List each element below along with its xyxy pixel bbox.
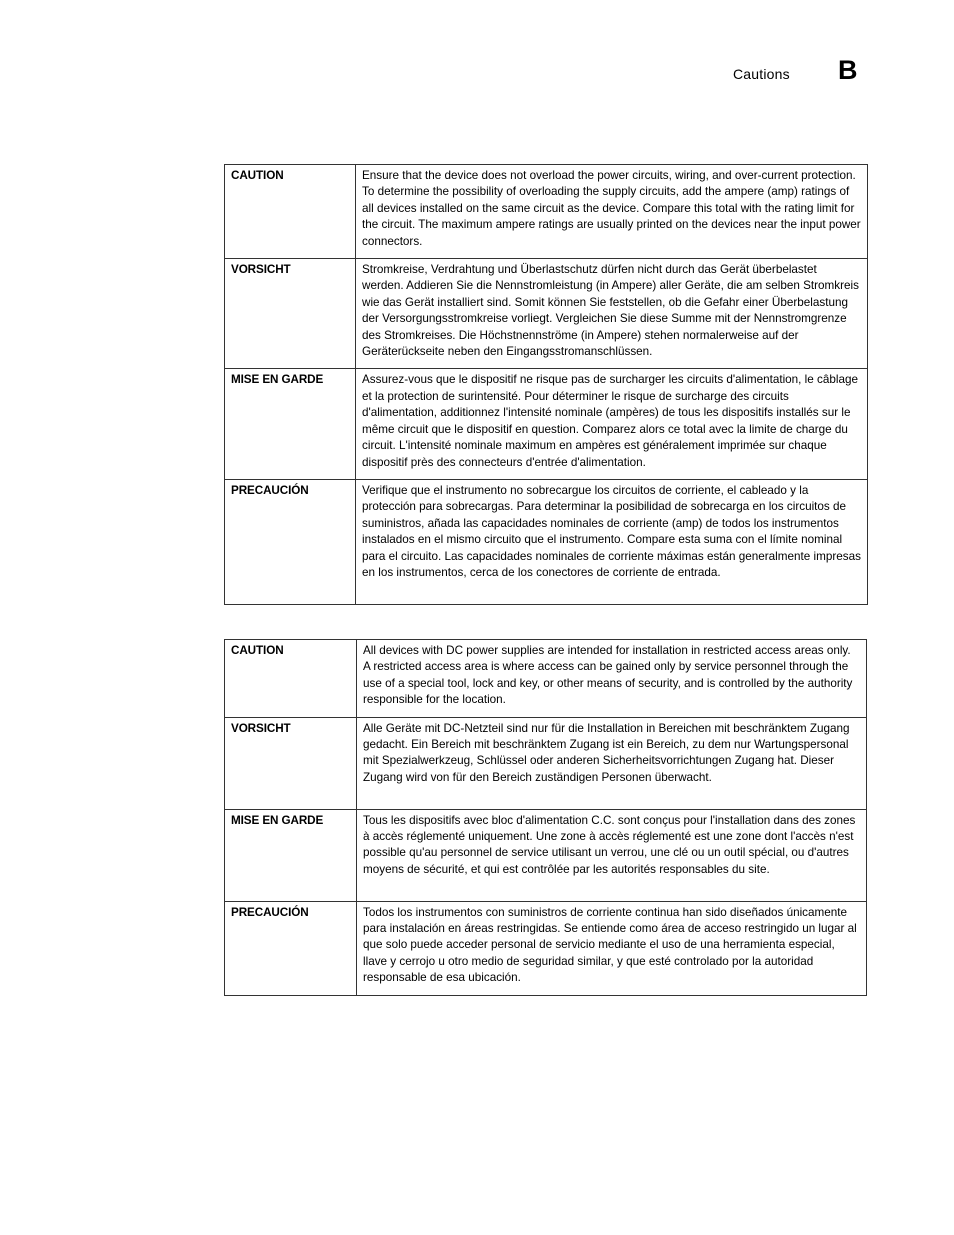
table-row	[225, 259, 868, 369]
caution-label-spanish: PRECAUCIÓN	[225, 901, 357, 995]
caution-label-french: MISE EN GARDE	[225, 809, 357, 901]
caution-text-french: Tous les dispositifs avec bloc d'alimentation C.C. sont conçus pour l'installation dans des zones à accès réglementé uniquement. Une zone à accès réglementé est une zone dont l'accès n'est possible qu'au personnel de service utilisant un verrou, une clé ou un outil spécial, ou d'autres moyens de sécurité, et qui est contrôlée par les autorités responsables du site.	[357, 809, 867, 901]
caution-text-english: All devices with DC power supplies are intended for installation in restricted access areas only. A restricted access area is where access can be gained only by service personnel through the use of a special tool, lock and key, or other means of security, and is controlled by the authority responsible for the location.	[357, 640, 867, 718]
caution-text-spanish: Todos los instrumentos con suministros de corriente continua han sido diseñados únicamente para instalación en áreas restringidas. Se entiende como área de acceso restringido un lugar al que solo puede acceder personal de servicio mediante el uso de una herramienta especial, llave y cerrojo u otro medio de seguridad similar, y que esté controlado por la autoridad responsable de esa ubicación.	[357, 901, 867, 995]
table-row	[225, 809, 867, 901]
appendix-letter: B	[838, 55, 858, 85]
caution-label-spanish: PRECAUCIÓN	[225, 479, 356, 604]
power-overload-caution-table	[224, 164, 868, 605]
page-header	[700, 55, 870, 88]
dc-power-restricted-access-caution-table	[224, 639, 867, 996]
table-row	[225, 479, 868, 604]
caution-text-english: Ensure that the device does not overload the power circuits, wiring, and over-current protection. To determine the possibility of overloading the supply circuits, add the ampere (amp) ratings of all devices installed on the same circuit as the device. Compare this total with the rating limit for the circuit. The maximum ampere ratings are usually printed on the devices near the input power connectors.	[356, 165, 868, 259]
table-row	[225, 717, 867, 809]
caution-text-french: Assurez-vous que le dispositif ne risque pas de surcharger les circuits d'alimentation, le câblage et la protection de surintensité. Pour déterminer le risque de surcharge des circuits d'alimentation, additionnez l'intensité nominale (ampères) de tous les dispositifs installés sur le même circuit que le dispositif en question. Comparez alors ce total avec la limite de charge du circuit. L'intensité nominale maximum en ampères est généralement imprimée sur chaque dispositif près des connecteurs d'entrée d'alimentation.	[356, 369, 868, 479]
table-row	[225, 165, 868, 259]
caution-text-german: Alle Geräte mit DC-Netzteil sind nur für die Installation in Bereichen mit beschränktem Zugang gedacht. Ein Bereich mit beschränktem Zugang ist ein Bereich, zu dem nur Wartungspersonal mit Spezialwerkzeug, Schlüssel oder anderen Sicherheitsvorrichtungen Zugang hat. Dieser Zugang wird von für den Bereich zuständigen Personen überwacht.	[357, 717, 867, 809]
caution-label-english: CAUTION	[225, 640, 357, 718]
caution-text-german: Stromkreise, Verdrahtung und Überlastschutz dürfen nicht durch das Gerät überbelastet werden. Addieren Sie die Nennstromleistung (in Ampere) aller Geräte, die am selben Stromkreis wie das Gerät installiert sind. Somit können Sie feststellen, ob die Gefahr einer Überbelastung der Versorgungsstromkreise vorliegt. Vergleichen Sie diese Summe mit der Nennstromgrenze des Stromkreises. Die Höchstnennströme (in Ampere) stehen normalerweise auf der Geräterückseite neben den Eingangsstromanschlüssen.	[356, 259, 868, 369]
caution-label-english: CAUTION	[225, 165, 356, 259]
table-row	[225, 901, 867, 995]
table-row	[225, 640, 867, 718]
caution-label-german: VORSICHT	[225, 717, 357, 809]
caution-text-spanish: Verifique que el instrumento no sobrecargue los circuitos de corriente, el cableado y la protección para sobrecargas. Para determinar la posibilidad de sobrecarga en los circuitos de suministros, añada las capacidades nominales de corriente (amp) de todos los instrumentos instalados en el mismo circuito que el instrumento. Compare esta suma con el límite nominal para el circuito. Las capacidades nominales de corriente máximas están generalmente impresas en los instrumentos, cerca de los conectores de corriente de entrada.	[356, 479, 868, 604]
table-row	[225, 369, 868, 479]
caution-label-german: VORSICHT	[225, 259, 356, 369]
section-title: Cautions	[733, 66, 790, 82]
caution-label-french: MISE EN GARDE	[225, 369, 356, 479]
